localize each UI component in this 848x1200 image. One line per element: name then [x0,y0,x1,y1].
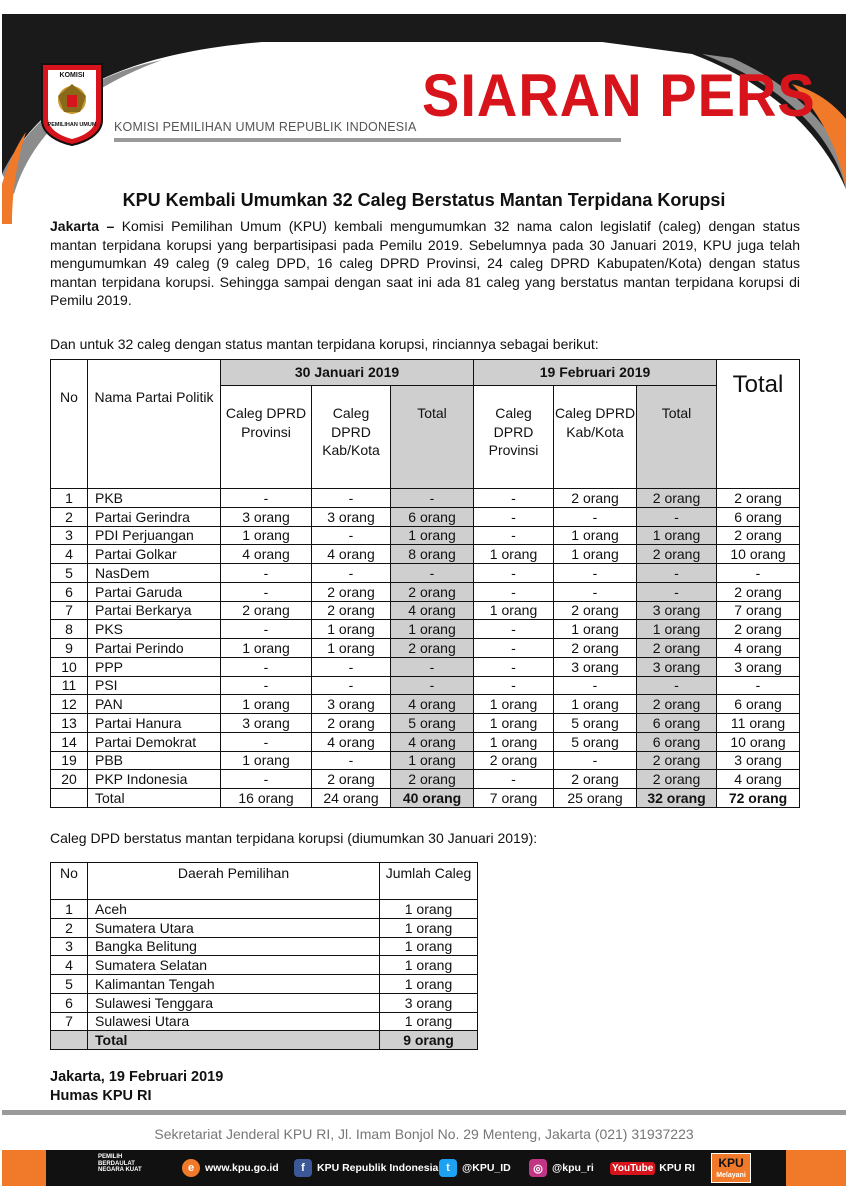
cell-feb-kab: 2 orang [554,770,637,789]
dpd-cell-count: 1 orang [380,900,478,919]
cell-jan-prov: 1 orang [221,526,312,545]
cell-no: 9 [51,639,88,658]
footer-divider [2,1110,846,1115]
dpd-cell-no: 3 [51,937,88,956]
cell-feb-prov: - [474,770,554,789]
signature-date: Jakarta, 19 Februari 2019 [50,1069,224,1085]
cell-jan-total: 2 orang [391,639,474,658]
cell-feb-total: 2 orang [637,639,717,658]
cell-feb-total: - [637,564,717,583]
signature-block [50,1068,223,1106]
dpd-cell-area: Bangka Belitung [88,937,380,956]
cell-feb-prov: 1 orang [474,695,554,714]
dpd-row [51,937,478,956]
instagram-link[interactable] [529,1158,594,1178]
youtube-link[interactable] [610,1158,695,1178]
cell-jan-kab: - [312,676,391,695]
table-row [51,564,800,583]
cell-feb-kab: - [554,582,637,601]
cell-party: Partai Garuda [88,582,221,601]
cell-feb-prov: - [474,620,554,639]
cell-jan-total: 5 orang [391,714,474,733]
cell-total: 6 orang [717,695,800,714]
dpd-cell-area: Aceh [88,900,380,919]
website-text: www.kpu.go.id [205,1162,279,1174]
org-name: KOMISI PEMILIHAN UMUM REPUBLIK INDONESIA [114,120,417,134]
logo-text-bottom: PEMILIHAN UMUM [47,122,97,128]
dpd-header-no: No [51,863,88,900]
intro-paragraph [50,217,800,310]
dpd-cell-count: 1 orang [380,918,478,937]
cell-jan-kab: - [312,657,391,676]
cell-no: 19 [51,751,88,770]
youtube-label: YouTube [612,1162,654,1174]
cell-jan-prov: - [221,620,312,639]
cell-total: 3 orang [717,657,800,676]
cell-jan-prov: - [221,657,312,676]
cell-feb-total: 3 orang [637,601,717,620]
total-feb-kab: 25 orang [554,789,637,808]
cell-no: 13 [51,714,88,733]
table-row [51,770,800,789]
website-link[interactable] [182,1158,279,1178]
cell-feb-kab: 3 orang [554,657,637,676]
cell-jan-total: 2 orang [391,770,474,789]
cell-jan-total: 1 orang [391,620,474,639]
cell-no: 11 [51,676,88,695]
header-feb-kab: Caleg DPRD Kab/Kota [554,386,637,489]
cell-jan-prov: - [221,582,312,601]
cell-feb-kab: 2 orang [554,639,637,658]
header-30-januari: 30 Januari 2019 [221,360,474,386]
cell-jan-prov: 1 orang [221,639,312,658]
cell-jan-kab: - [312,751,391,770]
dpd-cell-no: 7 [51,1012,88,1031]
cell-total: 4 orang [717,639,800,658]
cell-jan-prov: - [221,732,312,751]
total-feb-prov: 7 orang [474,789,554,808]
cell-jan-kab: 2 orang [312,770,391,789]
caleg-dpd-table [50,862,478,1050]
header-no: No [51,360,88,489]
cell-total: 6 orang [717,507,800,526]
cell-feb-kab: 2 orang [554,489,637,508]
cell-feb-total: - [637,676,717,695]
dpd-row [51,918,478,937]
total-jan-kab: 24 orang [312,789,391,808]
instagram-icon: ◎ [529,1159,547,1177]
cell-feb-kab: 2 orang [554,601,637,620]
cell-party: PKP Indonesia [88,770,221,789]
facebook-icon: f [294,1159,312,1177]
header-jan-total: Total [391,386,474,489]
cell-total: 2 orang [717,489,800,508]
press-release-page [2,14,846,1186]
dpd-cell-no: 1 [51,900,88,919]
cell-jan-total: 4 orang [391,695,474,714]
cell-total: 2 orang [717,526,800,545]
dpd-cell-count: 1 orang [380,1012,478,1031]
dpd-total-label: Total [88,1031,380,1050]
cell-jan-total: - [391,564,474,583]
cell-feb-kab: 1 orang [554,526,637,545]
total-feb-total: 32 orang [637,789,717,808]
dpd-cell-no: 2 [51,918,88,937]
table-total-row [51,789,800,808]
siaran-pers-banner: SIARAN PERS [422,61,816,130]
cell-jan-prov: 3 orang [221,714,312,733]
cell-party: Partai Gerindra [88,507,221,526]
dpd-cell-no [51,1031,88,1050]
cell-jan-total: - [391,676,474,695]
header-jan-kab: Caleg DPRD Kab/Kota [312,386,391,489]
cell-jan-kab: 3 orang [312,507,391,526]
cell-jan-prov: - [221,770,312,789]
table-row [51,657,800,676]
header-divider [114,138,621,142]
dpd-row [51,975,478,994]
dpd-cell-count: 1 orang [380,975,478,994]
cell-no: 7 [51,601,88,620]
table-row [51,582,800,601]
dpd-cell-area: Sumatera Selatan [88,956,380,975]
cell-feb-kab: 1 orang [554,620,637,639]
table-row [51,601,800,620]
cell-party: PPP [88,657,221,676]
cell-feb-total: 1 orang [637,526,717,545]
cell-jan-kab: 1 orang [312,620,391,639]
cell-feb-prov: - [474,582,554,601]
cell-no: 12 [51,695,88,714]
cell-party: Partai Demokrat [88,732,221,751]
table-row [51,507,800,526]
cell-no: 6 [51,582,88,601]
cell-jan-kab: - [312,526,391,545]
dpd-cell-count: 3 orang [380,993,478,1012]
cell-party: NasDem [88,564,221,583]
badge-bottom: Melayani [716,1172,746,1179]
dpd-cell-no: 5 [51,975,88,994]
cell-feb-prov: - [474,676,554,695]
cell-no: 4 [51,545,88,564]
cell-party: Partai Berkarya [88,601,221,620]
cell-feb-prov: - [474,564,554,583]
table-row [51,695,800,714]
cell-total: 2 orang [717,620,800,639]
instagram-text: @kpu_ri [552,1162,594,1174]
cell-jan-total: 1 orang [391,751,474,770]
twitter-link[interactable] [439,1158,511,1178]
cell-jan-kab: - [312,489,391,508]
cell-party: Partai Golkar [88,545,221,564]
cell-feb-kab: - [554,507,637,526]
total-jan-prov: 16 orang [221,789,312,808]
cell-no: 8 [51,620,88,639]
cell-jan-kab: 1 orang [312,639,391,658]
cell-no: 1 [51,489,88,508]
header-grand-total: Total [717,360,800,489]
dpd-row [51,956,478,975]
footer-accent-left [2,1150,46,1186]
cell-feb-total: 1 orang [637,620,717,639]
cell-feb-prov: - [474,489,554,508]
cell-jan-total: 2 orang [391,582,474,601]
kpu-logo [40,62,104,146]
table-row [51,489,800,508]
cell-party: PBB [88,751,221,770]
cell-party: Partai Perindo [88,639,221,658]
cell-total: - [717,676,800,695]
header-party: Nama Partai Politik [88,360,221,489]
cell-feb-kab: - [554,564,637,583]
dpd-cell-area: Sulawesi Utara [88,1012,380,1031]
cell-feb-prov: 1 orang [474,601,554,620]
dpd-caption: Caleg DPD berstatus mantan terpidana korupsi (diumumkan 30 Januari 2019): [50,830,538,846]
cell-jan-kab: 2 orang [312,582,391,601]
cell-feb-total: 3 orang [637,657,717,676]
total-jan-total: 40 orang [391,789,474,808]
cell-feb-kab: 1 orang [554,695,637,714]
pemilu-logo: PEMILIH BERDAULAT NEGARA KUAT [98,1154,142,1173]
cell-total: 4 orang [717,770,800,789]
cell-feb-prov: - [474,657,554,676]
dpd-header-area: Daerah Pemilihan [88,863,380,900]
dpd-row [51,1012,478,1031]
table-row [51,751,800,770]
cell-total: 11 orang [717,714,800,733]
cell-party: Partai Hanura [88,714,221,733]
cell-no: 20 [51,770,88,789]
cell-total: - [717,564,800,583]
header-19-februari: 19 Februari 2019 [474,360,717,386]
cell-jan-prov: 1 orang [221,751,312,770]
cell-no: 2 [51,507,88,526]
table-row [51,620,800,639]
cell-jan-prov: 4 orang [221,545,312,564]
cell-total: 7 orang [717,601,800,620]
cell-feb-kab: - [554,751,637,770]
twitter-icon: t [439,1159,457,1177]
cell-jan-total: - [391,489,474,508]
cell-jan-prov: 2 orang [221,601,312,620]
cell-feb-total: 2 orang [637,695,717,714]
kpu-melayani-badge [711,1153,751,1183]
total-total: 72 orang [717,789,800,808]
page-title: KPU Kembali Umumkan 32 Caleg Berstatus Mantan Terpidana Korupsi [122,190,726,210]
cell-party: PKS [88,620,221,639]
cell-feb-total: - [637,582,717,601]
cell-feb-prov: 1 orang [474,545,554,564]
cell-party: PDI Perjuangan [88,526,221,545]
cell-feb-prov: 1 orang [474,714,554,733]
table-row [51,676,800,695]
cell-party: PKB [88,489,221,508]
table-row [51,714,800,733]
cell-jan-kab: 4 orang [312,732,391,751]
dateline: Jakarta – [50,218,115,234]
cell-jan-total: 8 orang [391,545,474,564]
cell-jan-prov: 1 orang [221,695,312,714]
header-feb-prov: Caleg DPRD Provinsi [474,386,554,489]
header-jan-prov: Caleg DPRD Provinsi [221,386,312,489]
cell-jan-total: 4 orang [391,601,474,620]
cell-feb-kab: 1 orang [554,545,637,564]
dpd-cell-area: Sumatera Utara [88,918,380,937]
header-feb-total: Total [637,386,717,489]
cell-total: 10 orang [717,732,800,751]
cell-jan-kab: 4 orang [312,545,391,564]
cell-no: 10 [51,657,88,676]
dpd-cell-area: Sulawesi Tenggara [88,993,380,1012]
cell-feb-kab: - [554,676,637,695]
cell-party: PAN [88,695,221,714]
cell-feb-prov: - [474,639,554,658]
caleg-dprd-table [50,359,800,808]
footer-accent-right [786,1150,846,1186]
cell-jan-prov: - [221,489,312,508]
cell-jan-total: 4 orang [391,732,474,751]
table-intro-paragraph: Dan untuk 32 caleg dengan status mantan terpidana korupsi, rinciannya sebagai berikut: [50,336,599,352]
cell-feb-total: 6 orang [637,732,717,751]
cell-feb-prov: - [474,507,554,526]
cell-feb-total: 2 orang [637,545,717,564]
cell-feb-prov: 2 orang [474,751,554,770]
twitter-text: @KPU_ID [462,1162,511,1174]
cell-party: PSI [88,676,221,695]
table-row [51,526,800,545]
table-row [51,732,800,751]
dpd-total-count: 9 orang [380,1031,478,1050]
cell-total: 10 orang [717,545,800,564]
cell-total: 3 orang [717,751,800,770]
facebook-link[interactable] [294,1158,438,1178]
cell-jan-total: 6 orang [391,507,474,526]
facebook-text: KPU Republik Indonesia [317,1162,439,1174]
intro-text: Komisi Pemilihan Umum (KPU) kembali mengumumkan 32 nama calon legislatif (caleg) dengan status mantan terpidana korupsi yang berpartisipasi pada Pemilu 2019. Sebelumnya pada 30 Januari 2019, KPU juga telah mengumumkan 49 caleg (9 caleg DPD, 16 caleg DPRD Provinsi, 24 caleg DPRD Kabupaten/Kota) dengan status mantan terpidana korupsi. Sehingga sampai dengan saat ini ada 81 caleg yang berstatus mantan terpidana korupsi di Pemilu 2019. [50,218,800,308]
cell-no: 5 [51,564,88,583]
cell-total: 2 orang [717,582,800,601]
dpd-cell-count: 1 orang [380,937,478,956]
dpd-row [51,993,478,1012]
dpd-row [51,900,478,919]
dpd-header-count: Jumlah Caleg [380,863,478,900]
cell-feb-prov: 1 orang [474,732,554,751]
logo-text-top: KOMISI [59,72,85,79]
address-text: Sekretariat Jenderal KPU RI, Jl. Imam Bonjol No. 29 Menteng, Jakarta (021) 31937223 [154,1126,694,1142]
cell-no: 14 [51,732,88,751]
dpd-cell-no: 4 [51,956,88,975]
cell-feb-kab: 5 orang [554,732,637,751]
cell-total-label: Total [88,789,221,808]
table-row [51,639,800,658]
cell-jan-prov: 3 orang [221,507,312,526]
table-row [51,545,800,564]
dpd-cell-count: 1 orang [380,956,478,975]
cell-jan-prov: - [221,676,312,695]
dpd-cell-area: Kalimantan Tengah [88,975,380,994]
cell-no: 3 [51,526,88,545]
cell-jan-total: 1 orang [391,526,474,545]
cell-feb-total: 2 orang [637,751,717,770]
cell-jan-kab: 2 orang [312,601,391,620]
footer-bar [2,1136,846,1186]
cell-jan-prov: - [221,564,312,583]
youtube-text: KPU RI [659,1162,695,1174]
dpd-total-row [51,1031,478,1050]
cell-feb-kab: 5 orang [554,714,637,733]
cell-jan-kab: 3 orang [312,695,391,714]
cell-feb-total: 6 orang [637,714,717,733]
cell-no [51,789,88,808]
cell-jan-total: - [391,657,474,676]
cell-feb-prov: - [474,526,554,545]
dpd-cell-no: 6 [51,993,88,1012]
signature-author: Humas KPU RI [50,1088,152,1104]
badge-top: KPU [718,1156,744,1170]
cell-feb-total: 2 orang [637,770,717,789]
cell-feb-total: 2 orang [637,489,717,508]
cell-jan-kab: - [312,564,391,583]
cell-feb-total: - [637,507,717,526]
cell-jan-kab: 2 orang [312,714,391,733]
globe-icon: e [182,1159,200,1177]
